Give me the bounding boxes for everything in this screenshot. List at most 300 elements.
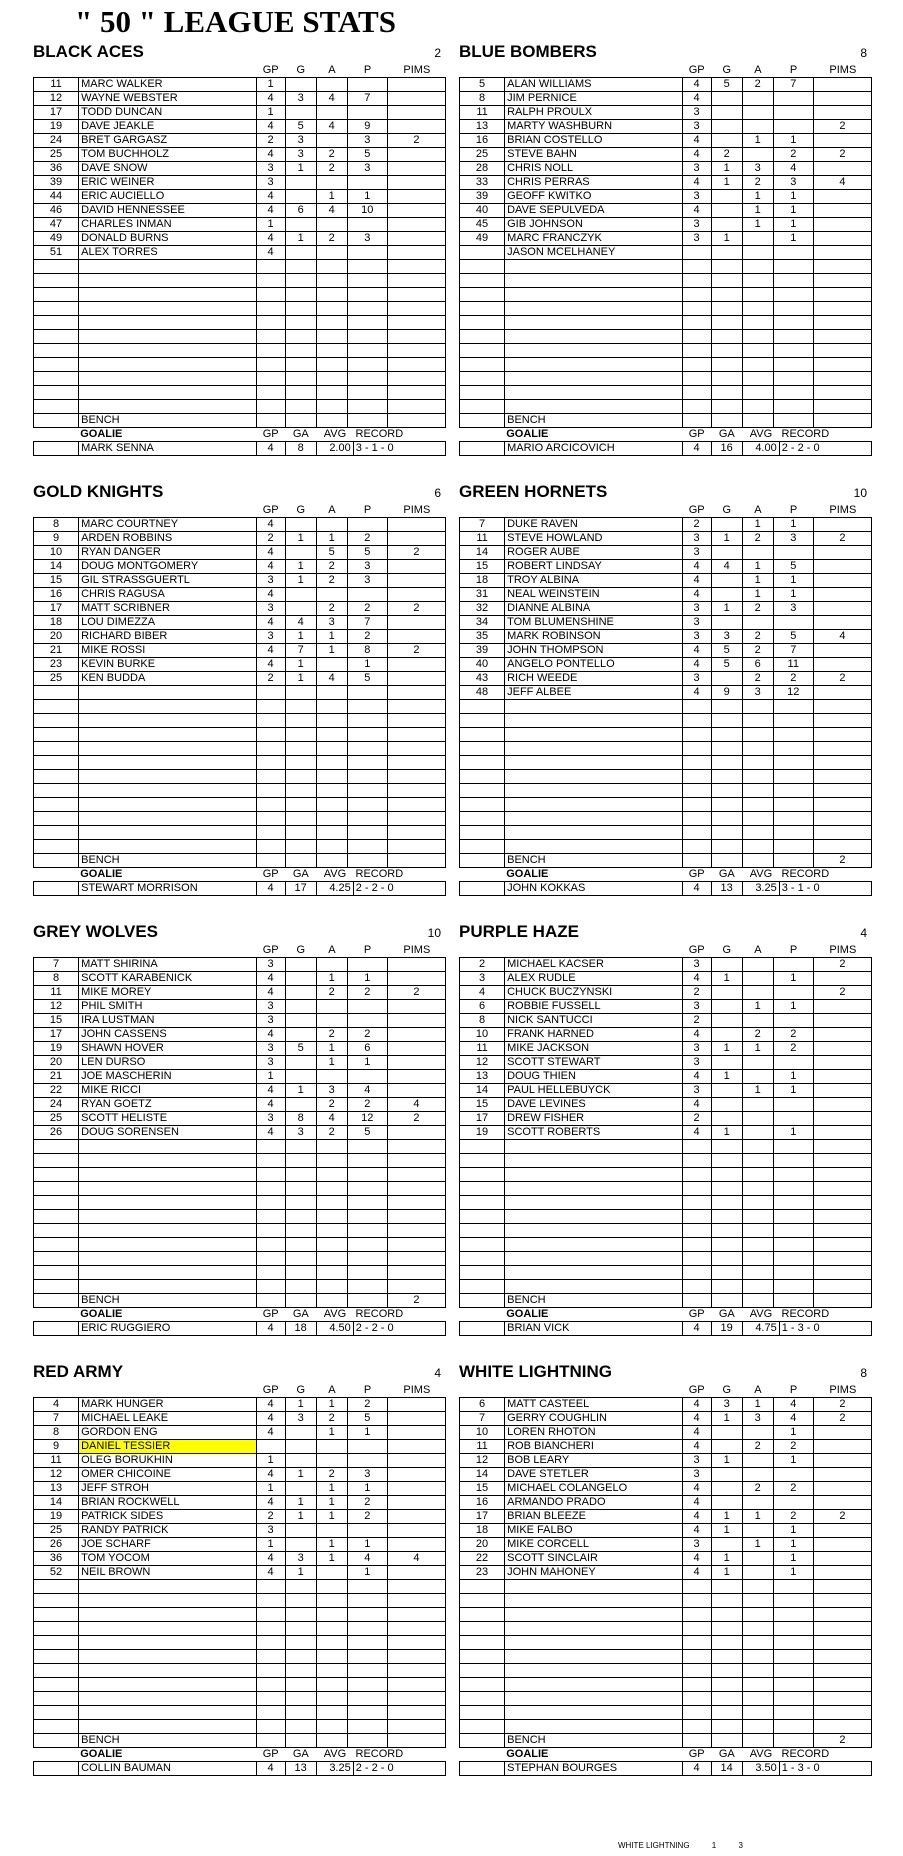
stat-gp-cell: 4: [256, 190, 285, 204]
stat-gp-cell: 4: [256, 560, 285, 574]
player-name-cell: MARC FRANCZYK: [505, 232, 682, 246]
stat-p-cell: 7: [347, 616, 387, 630]
player-row: [34, 644, 446, 658]
stat-gp-cell: 3: [256, 574, 285, 588]
stat-g-cell: 1: [711, 162, 742, 176]
stat-g-cell: [711, 812, 742, 826]
stat-gp-cell: [256, 798, 285, 812]
empty-row: [34, 784, 446, 798]
stat-gp-cell: 3: [256, 630, 285, 644]
stat-a-cell: [742, 616, 773, 630]
stat-a-cell: 1: [316, 1496, 347, 1510]
stat-g-cell: [711, 986, 742, 1000]
goalie-row: [34, 1762, 446, 1776]
stat-gp-cell: [682, 1182, 711, 1196]
goalie-record-cell: 2 - 2 - 0: [353, 1322, 445, 1336]
stat-a-cell: [316, 686, 347, 700]
empty-row: [460, 1706, 872, 1720]
stat-p-cell: 1: [773, 574, 813, 588]
player-number-cell: 19: [34, 120, 79, 134]
stat-a-cell: [316, 1154, 347, 1168]
stat-pims-cell: 2: [387, 644, 445, 658]
stat-p-cell: [347, 1622, 387, 1636]
player-number-cell: 31: [460, 588, 505, 602]
player-number-cell: 47: [34, 218, 79, 232]
stat-pims-cell: 2: [813, 148, 871, 162]
stat-p-cell: [347, 1608, 387, 1622]
stat-p-cell: [347, 302, 387, 316]
player-row: [34, 560, 446, 574]
player-name-cell: DOUG THIEN: [505, 1070, 682, 1084]
stat-pims-cell: [813, 1482, 871, 1496]
player-name-cell: DONALD BURNS: [79, 232, 256, 246]
stat-p-cell: 2: [347, 986, 387, 1000]
goalie-record-cell: 2 - 2 - 0: [353, 1762, 445, 1776]
player-number-cell: [460, 1608, 505, 1622]
player-name-cell: DOUG MONTGOMERY: [79, 560, 256, 574]
stat-g-cell: [711, 1496, 742, 1510]
stat-pims-cell: [387, 330, 445, 344]
stat-pims-cell: [387, 162, 445, 176]
player-name-cell: TOM YOCOM: [79, 1552, 256, 1566]
goalie-ga-cell: 17: [285, 882, 316, 896]
player-name-cell: [505, 1280, 682, 1294]
stat-gp-cell: [682, 316, 711, 330]
stat-a-cell: 2: [316, 1028, 347, 1042]
player-row: [460, 246, 872, 260]
player-name-cell: [505, 372, 682, 386]
stat-a-cell: [742, 358, 773, 372]
stat-a-cell: 2: [316, 232, 347, 246]
stat-g-cell: [285, 1266, 316, 1280]
bench-p-cell: [347, 1734, 387, 1748]
goalie-col-header-gp: GP: [688, 868, 705, 880]
stat-pims-cell: [813, 644, 871, 658]
stat-g-cell: [711, 784, 742, 798]
stat-p-cell: [773, 714, 813, 728]
player-name-cell: [505, 400, 682, 414]
empty-row: [34, 1720, 446, 1734]
col-header-pims: PIMS: [829, 1384, 857, 1396]
stat-g-cell: [711, 840, 742, 854]
stat-a-cell: [316, 1706, 347, 1720]
stat-a-cell: [316, 400, 347, 414]
stat-p-cell: 11: [773, 658, 813, 672]
stat-pims-cell: 4: [387, 1098, 445, 1112]
stat-g-cell: [711, 1112, 742, 1126]
player-name-cell: JOHN CASSENS: [79, 1028, 256, 1042]
player-number-cell: [460, 400, 505, 414]
empty-row: [34, 1650, 446, 1664]
team-section-purple-haze: [459, 922, 873, 1336]
player-name-cell: BRIAN ROCKWELL: [79, 1496, 256, 1510]
stat-p-cell: [773, 1196, 813, 1210]
goalie-col-header-avg: AVG: [749, 428, 773, 440]
player-number-cell: 8: [34, 972, 79, 986]
empty-row: [34, 1252, 446, 1266]
player-number-cell: 17: [34, 106, 79, 120]
empty-row: [34, 1168, 446, 1182]
stat-pims-cell: [387, 532, 445, 546]
stat-p-cell: [773, 1650, 813, 1664]
goalie-col-header-gp: GP: [262, 1308, 279, 1320]
player-name-cell: DAVE SNOW: [79, 162, 256, 176]
goalie-gp-cell: 4: [256, 882, 285, 896]
player-name-cell: CHUCK BUCZYNSKI: [505, 986, 682, 1000]
stat-g-cell: [711, 1056, 742, 1070]
player-stats-table: [459, 1397, 872, 1748]
bench-a-cell: [742, 854, 773, 868]
player-name-cell: STEVE HOWLAND: [505, 532, 682, 546]
stat-a-cell: [742, 302, 773, 316]
stat-gp-cell: [256, 1664, 285, 1678]
empty-row: [460, 700, 872, 714]
stat-g-cell: 1: [285, 1468, 316, 1482]
stat-pims-cell: [813, 1468, 871, 1482]
empty-row: [460, 302, 872, 316]
bench-p-cell: [773, 1294, 813, 1308]
player-number-cell: [460, 260, 505, 274]
goalie-name-cell: STEWART MORRISON: [79, 882, 256, 896]
stat-p-cell: 4: [773, 162, 813, 176]
stat-gp-cell: [256, 1608, 285, 1622]
stat-pims-cell: [813, 106, 871, 120]
stat-a-cell: 1: [742, 574, 773, 588]
stat-pims-cell: [387, 92, 445, 106]
player-number-cell: 21: [34, 1070, 79, 1084]
goalie-number-cell: [460, 1322, 505, 1336]
player-name-cell: KEVIN BURKE: [79, 658, 256, 672]
stat-pims-cell: [387, 78, 445, 92]
stat-a-cell: [742, 826, 773, 840]
stat-pims-cell: [813, 260, 871, 274]
stat-p-cell: [773, 1238, 813, 1252]
stat-a-cell: 3: [742, 686, 773, 700]
empty-row: [34, 288, 446, 302]
stat-g-cell: [285, 1028, 316, 1042]
stat-g-cell: [285, 1608, 316, 1622]
team-pims-total: 6: [434, 486, 441, 500]
player-row: [460, 986, 872, 1000]
player-row: [34, 1454, 446, 1468]
goalie-ga-cell: 19: [711, 1322, 742, 1336]
stat-gp-cell: [256, 1636, 285, 1650]
stat-gp-cell: [256, 1678, 285, 1692]
stat-gp-cell: 3: [682, 120, 711, 134]
stat-gp-cell: [682, 1140, 711, 1154]
goalie-label: GOALIE: [506, 428, 549, 440]
stat-p-cell: [773, 986, 813, 1000]
stat-p-cell: 1: [347, 1482, 387, 1496]
stat-g-cell: 1: [285, 1084, 316, 1098]
goalie-name-cell: ERIC RUGGIERO: [79, 1322, 256, 1336]
player-name-cell: [79, 372, 256, 386]
stat-gp-cell: [256, 728, 285, 742]
player-number-cell: 14: [460, 1084, 505, 1098]
player-number-cell: [34, 1280, 79, 1294]
stat-pims-cell: 2: [813, 120, 871, 134]
player-row: [34, 120, 446, 134]
stat-p-cell: 1: [347, 1566, 387, 1580]
player-name-cell: [505, 302, 682, 316]
stat-p-cell: [773, 1280, 813, 1294]
stat-a-cell: 1: [316, 1510, 347, 1524]
stat-gp-cell: 4: [682, 972, 711, 986]
stat-pims-cell: [387, 1014, 445, 1028]
stat-g-cell: [711, 1720, 742, 1734]
stat-pims-cell: [813, 1524, 871, 1538]
stat-gp-cell: [682, 302, 711, 316]
goalie-ga-cell: 14: [711, 1762, 742, 1776]
player-number-cell: [34, 288, 79, 302]
stat-g-cell: [285, 1720, 316, 1734]
bench-pims-cell: [387, 414, 445, 428]
stat-gp-cell: [682, 1238, 711, 1252]
bench-p-cell: [347, 854, 387, 868]
goalie-col-header-ga: GA: [292, 1748, 309, 1760]
player-name-cell: ARMANDO PRADO: [505, 1496, 682, 1510]
player-name-cell: DIANNE ALBINA: [505, 602, 682, 616]
stat-gp-cell: [256, 1692, 285, 1706]
stat-p-cell: 1: [773, 1454, 813, 1468]
stat-p-cell: 5: [773, 630, 813, 644]
stat-pims-cell: [387, 714, 445, 728]
player-number-cell: 25: [34, 672, 79, 686]
player-name-cell: [79, 1168, 256, 1182]
stat-pims-cell: [813, 546, 871, 560]
stat-pims-cell: 2: [813, 986, 871, 1000]
player-number-cell: [34, 344, 79, 358]
stat-p-cell: [773, 1224, 813, 1238]
player-number-cell: 6: [460, 1000, 505, 1014]
goalie-ga-cell: 18: [285, 1322, 316, 1336]
stat-pims-cell: [813, 274, 871, 288]
stat-pims-cell: [387, 840, 445, 854]
stat-gp-cell: [682, 344, 711, 358]
player-number-cell: [34, 330, 79, 344]
bench-label: BENCH: [79, 1294, 256, 1308]
goalie-col-header-avg: AVG: [749, 1748, 773, 1760]
stat-p-cell: 3: [347, 1468, 387, 1482]
stat-g-cell: [285, 302, 316, 316]
stat-gp-cell: 4: [256, 204, 285, 218]
player-number-cell: 4: [34, 1398, 79, 1412]
stat-gp-cell: 1: [256, 106, 285, 120]
stat-g-cell: [711, 1000, 742, 1014]
player-number-cell: [460, 358, 505, 372]
player-name-cell: [505, 714, 682, 728]
col-header-p: P: [363, 504, 372, 516]
stat-p-cell: [347, 784, 387, 798]
stat-a-cell: 4: [316, 92, 347, 106]
bench-number-cell: [460, 1294, 505, 1308]
stat-a-cell: [316, 756, 347, 770]
stat-g-cell: [711, 190, 742, 204]
player-number-cell: 48: [460, 686, 505, 700]
stat-g-cell: [285, 176, 316, 190]
player-row: [460, 218, 872, 232]
stat-gp-cell: 4: [256, 616, 285, 630]
footer-value-2: 3: [738, 1841, 743, 1850]
player-number-cell: [34, 1252, 79, 1266]
player-number-cell: 5: [460, 78, 505, 92]
player-number-cell: 51: [34, 246, 79, 260]
col-header-pims: PIMS: [829, 504, 857, 516]
stat-p-cell: [773, 1580, 813, 1594]
bench-row: [34, 1294, 446, 1308]
player-name-cell: GERRY COUGHLIN: [505, 1412, 682, 1426]
player-number-cell: 25: [34, 1112, 79, 1126]
stat-g-cell: [711, 798, 742, 812]
stat-pims-cell: [387, 770, 445, 784]
stat-g-cell: [711, 1622, 742, 1636]
stat-pims-cell: [813, 246, 871, 260]
stat-g-cell: [711, 1182, 742, 1196]
stat-pims-cell: [387, 1524, 445, 1538]
stat-pims-cell: [387, 1454, 445, 1468]
stat-a-cell: [742, 1238, 773, 1252]
empty-row: [460, 1594, 872, 1608]
empty-row: [34, 1182, 446, 1196]
stat-gp-cell: 4: [682, 1398, 711, 1412]
player-number-cell: 46: [34, 204, 79, 218]
stat-g-cell: [711, 1196, 742, 1210]
goalie-col-header-record: RECORD: [781, 1308, 830, 1320]
stat-g-cell: 1: [711, 1510, 742, 1524]
stat-a-cell: [316, 1580, 347, 1594]
stat-pims-cell: [387, 1468, 445, 1482]
stat-pims-cell: [387, 246, 445, 260]
player-row: [34, 106, 446, 120]
stat-p-cell: [773, 372, 813, 386]
bench-label: BENCH: [505, 854, 682, 868]
stat-p-cell: [773, 1608, 813, 1622]
stat-gp-cell: 2: [682, 518, 711, 532]
goalie-row: [34, 1322, 446, 1336]
player-name-cell: [505, 840, 682, 854]
stat-gp-cell: [256, 344, 285, 358]
stat-g-cell: [285, 840, 316, 854]
stat-a-cell: 1: [316, 1482, 347, 1496]
stat-p-cell: [773, 1168, 813, 1182]
player-stats-table: [459, 517, 872, 868]
player-row: [34, 986, 446, 1000]
goalie-row: [460, 882, 872, 896]
goalie-label: GOALIE: [80, 1308, 123, 1320]
player-number-cell: 19: [34, 1042, 79, 1056]
stat-gp-cell: [682, 260, 711, 274]
player-row: [34, 1014, 446, 1028]
empty-row: [34, 1692, 446, 1706]
player-row: [460, 190, 872, 204]
bench-label: BENCH: [79, 1734, 256, 1748]
stat-pims-cell: [387, 1622, 445, 1636]
stat-pims-cell: [387, 1252, 445, 1266]
empty-row: [34, 316, 446, 330]
stat-p-cell: 5: [347, 1412, 387, 1426]
stat-g-cell: 1: [285, 1566, 316, 1580]
stat-gp-cell: 4: [256, 120, 285, 134]
stat-p-cell: [347, 1692, 387, 1706]
player-name-cell: MATT SHIRINA: [79, 958, 256, 972]
player-row: [34, 958, 446, 972]
player-row: [34, 1056, 446, 1070]
stat-pims-cell: [813, 386, 871, 400]
player-name-cell: [79, 344, 256, 358]
team-header: [33, 42, 447, 63]
player-number-cell: [460, 742, 505, 756]
player-row: [460, 1070, 872, 1084]
stat-a-cell: [316, 1266, 347, 1280]
player-number-cell: [34, 798, 79, 812]
stat-p-cell: [347, 1000, 387, 1014]
player-number-cell: [34, 840, 79, 854]
stat-p-cell: [347, 1210, 387, 1224]
stat-gp-cell: 4: [256, 1552, 285, 1566]
team-section-blue-bombers: [459, 42, 873, 456]
stat-pims-cell: [813, 1426, 871, 1440]
stat-a-cell: [316, 1566, 347, 1580]
player-row: [460, 532, 872, 546]
empty-row: [460, 756, 872, 770]
stat-a-cell: 4: [316, 1112, 347, 1126]
stat-p-cell: [347, 1070, 387, 1084]
stat-pims-cell: [813, 1168, 871, 1182]
player-row: [460, 658, 872, 672]
empty-row: [460, 1168, 872, 1182]
stat-a-cell: [742, 546, 773, 560]
stat-pims-cell: [813, 78, 871, 92]
bench-pims-cell: 2: [387, 1294, 445, 1308]
stat-gp-cell: [682, 274, 711, 288]
stat-p-cell: [773, 260, 813, 274]
stat-a-cell: [742, 288, 773, 302]
player-name-cell: [79, 784, 256, 798]
team-pims-total: 8: [860, 1366, 867, 1380]
stat-p-cell: 1: [773, 518, 813, 532]
player-number-cell: [34, 826, 79, 840]
col-header-gp: GP: [262, 504, 279, 516]
stat-g-cell: [711, 1426, 742, 1440]
stat-p-cell: [773, 756, 813, 770]
stat-a-cell: [316, 358, 347, 372]
stat-gp-cell: [256, 1706, 285, 1720]
player-name-cell: [79, 1238, 256, 1252]
stat-g-cell: 1: [285, 232, 316, 246]
player-name-cell: DAVE JEAKLE: [79, 120, 256, 134]
stat-p-cell: [773, 770, 813, 784]
stat-g-cell: [285, 190, 316, 204]
stat-g-cell: 3: [711, 1398, 742, 1412]
stat-g-cell: 5: [711, 644, 742, 658]
stat-g-cell: [285, 728, 316, 742]
stat-g-cell: 3: [285, 134, 316, 148]
stat-gp-cell: 3: [256, 958, 285, 972]
stat-gp-cell: 4: [256, 1412, 285, 1426]
stat-pims-cell: [387, 1042, 445, 1056]
stat-g-cell: 1: [711, 1412, 742, 1426]
stat-pims-cell: [387, 784, 445, 798]
player-row: [34, 1426, 446, 1440]
stat-pims-cell: [813, 1580, 871, 1594]
empty-row: [460, 1224, 872, 1238]
goalie-stats-table: [459, 441, 872, 456]
team-pims-total: 8: [860, 46, 867, 60]
stat-pims-cell: [387, 1398, 445, 1412]
goalie-col-header-ga: GA: [292, 1308, 309, 1320]
stat-g-cell: [711, 1664, 742, 1678]
player-row: [460, 1440, 872, 1454]
